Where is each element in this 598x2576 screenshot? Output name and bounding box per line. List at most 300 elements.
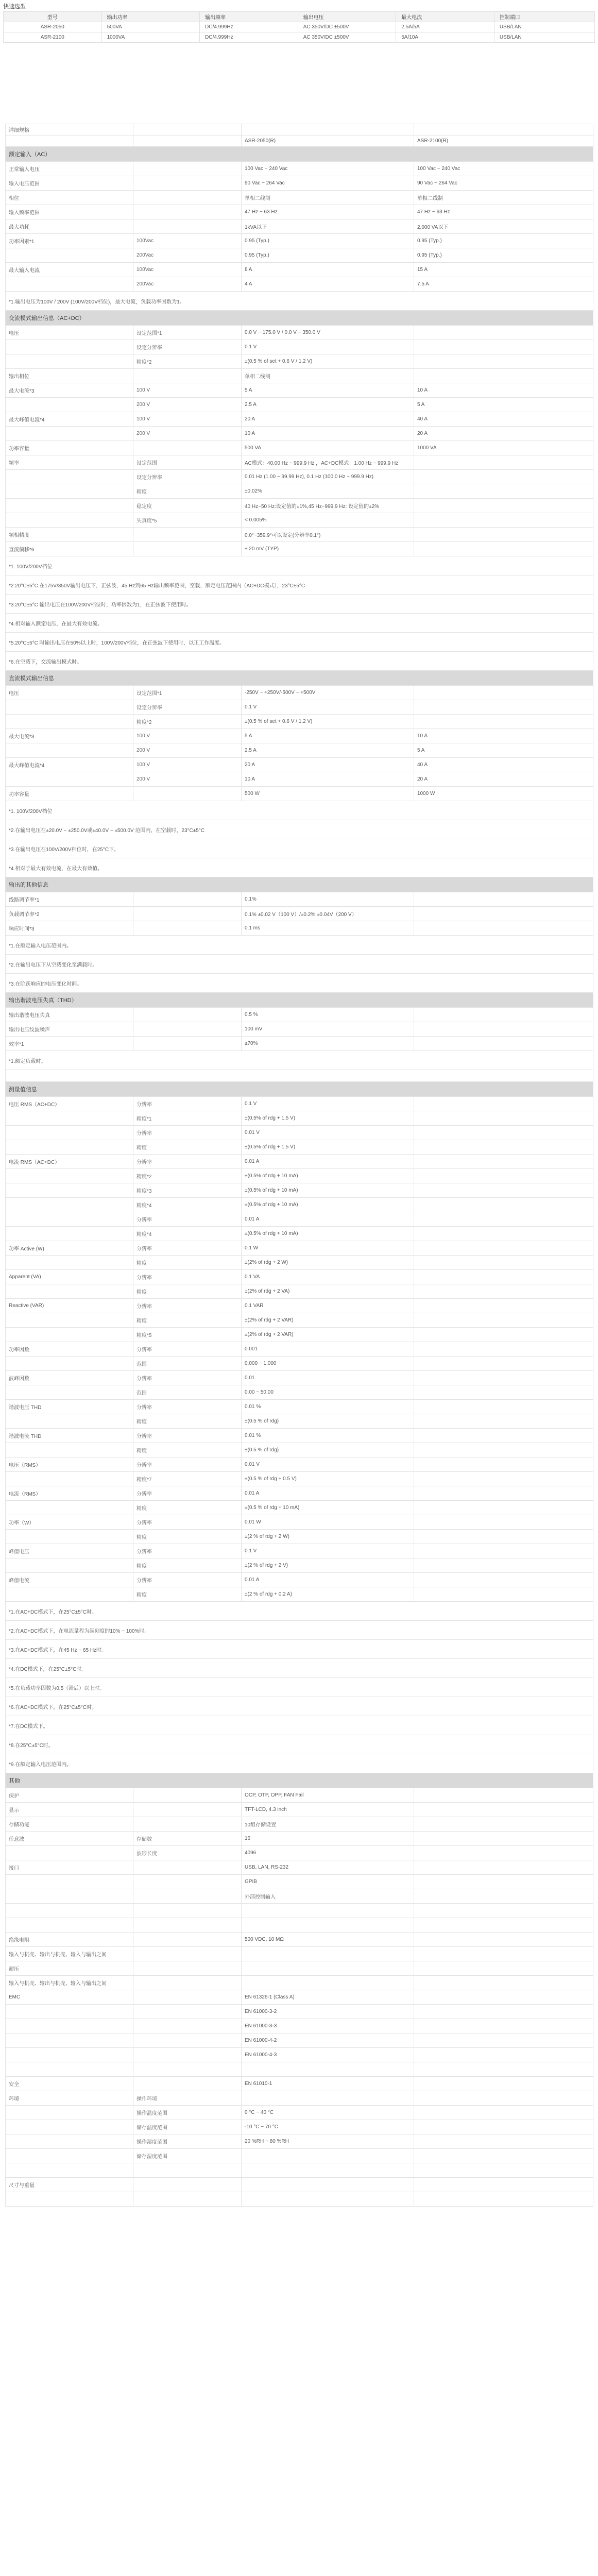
table-row	[6, 1328, 593, 1342]
spec-value-2050: 0.01 W	[242, 1515, 414, 1530]
table-row	[6, 234, 593, 248]
table-row	[6, 2106, 593, 2120]
spec-value-2100	[414, 1328, 593, 1342]
section-title: 其他	[6, 1773, 593, 1788]
spec-param	[6, 2048, 133, 2062]
table-row	[6, 743, 593, 758]
spec-param: 谐波电压 THD	[6, 1400, 133, 1414]
table-cell: ASR-2100	[4, 32, 102, 43]
spec-value-2100	[414, 2005, 593, 2019]
spec-value-2100	[414, 369, 593, 383]
spec-value-2100	[414, 1429, 593, 1443]
table-row	[6, 1544, 593, 1558]
spec-param: 环境	[6, 2091, 133, 2106]
spec-condition: 精度*5	[133, 1328, 242, 1342]
spec-condition	[133, 205, 242, 219]
table-row	[6, 1530, 593, 1544]
spec-param: 峰值电流	[6, 1573, 133, 1587]
table-row	[6, 499, 593, 513]
spec-condition	[133, 2019, 242, 2033]
spec-param	[6, 248, 133, 263]
spec-value-2050: 0.01 A	[242, 1155, 414, 1169]
spec-table	[5, 124, 593, 2207]
spec-condition: 分辨率	[133, 1342, 242, 1357]
spec-param	[6, 499, 133, 513]
table-row	[6, 162, 593, 176]
table-row	[6, 1241, 593, 1256]
spec-footnote	[6, 1678, 593, 1697]
spec-value-2050: 10 A	[242, 427, 414, 441]
spec-value-2100: 10 A	[414, 383, 593, 398]
footnote-text: *3.在输出电压在100V/200V档位时，在25°C下。	[6, 839, 593, 858]
spec-condition: 200Vac	[133, 277, 242, 292]
spec-condition: 200 V	[133, 398, 242, 412]
spec-value-2050	[242, 1918, 414, 1933]
section-header	[6, 311, 593, 326]
spec-value-2100: 20 A	[414, 427, 593, 441]
table-row	[6, 1414, 593, 1429]
spec-value-2100: 2,000 VA以下	[414, 219, 593, 234]
table-row	[6, 686, 593, 700]
spec-value-2050: 5 A	[242, 729, 414, 743]
spec-condition: 稳定度	[133, 499, 242, 513]
spec-value-2050: ±(2 % of rdg + 2 W)	[242, 1530, 414, 1544]
table-row	[6, 176, 593, 191]
spec-value-2100	[414, 715, 593, 729]
spec-value-2100	[414, 513, 593, 528]
spec-condition: 存储数	[133, 1832, 242, 1846]
spec-condition	[133, 1008, 242, 1022]
table-row	[6, 1587, 593, 1602]
spec-param	[6, 1140, 133, 1155]
spec-condition: 失真度*5	[133, 513, 242, 528]
spec-param	[6, 484, 133, 499]
spec-condition	[133, 1990, 242, 2005]
spec-condition: 100 V	[133, 383, 242, 398]
spec-condition: 储存湿度范围	[133, 2149, 242, 2163]
table-row	[6, 2019, 593, 2033]
table-row	[6, 542, 593, 556]
spec-value-2100	[414, 1976, 593, 1990]
spec-value-2100	[414, 2134, 593, 2149]
model-selection-table	[3, 11, 595, 43]
spec-value-2100	[414, 907, 593, 921]
spec-param	[6, 1385, 133, 1400]
spec-condition	[133, 1788, 242, 1803]
spec-value-2100	[414, 542, 593, 556]
table-row	[6, 1472, 593, 1486]
table-row	[6, 398, 593, 412]
spec-value-2050: ±(0.5 % of set + 0.6 V / 1.2 V)	[242, 354, 414, 369]
spec-condition: 200Vac	[133, 248, 242, 263]
spec-value-2100	[414, 1155, 593, 1169]
table-row	[6, 1400, 593, 1414]
footnote-text: *1. 100V/200V档位	[6, 556, 593, 575]
table-cell: ASR-2050	[4, 22, 102, 32]
spec-value-2100	[414, 2019, 593, 2033]
spec-param	[6, 2134, 133, 2149]
spec-value-2100	[414, 1573, 593, 1587]
spec-condition	[133, 2178, 242, 2192]
spec-condition: 操作温度范围	[133, 2106, 242, 2120]
spec-value-2100	[414, 340, 593, 354]
spec-value-2050	[242, 2163, 414, 2178]
spec-value-2100	[414, 1889, 593, 1904]
spec-param	[6, 1443, 133, 1458]
table-row	[6, 1458, 593, 1472]
table-cell: AC 350V/DC ±500V	[298, 22, 396, 32]
table-row	[6, 1933, 593, 1947]
spec-condition: 分辨率	[133, 1270, 242, 1284]
spec-value-2100: 40 A	[414, 758, 593, 772]
spec-value-2100	[414, 1270, 593, 1284]
spec-value-2100	[414, 1846, 593, 1860]
spec-param: EMC	[6, 1990, 133, 2005]
footnote-text: *3.在AC+DC模式下，在45 Hz ~ 65 Hz时。	[6, 1640, 593, 1659]
spec-condition: 分辨率	[133, 1458, 242, 1472]
table-row	[6, 1008, 593, 1022]
spec-param: 输出相位	[6, 369, 133, 383]
section-header	[6, 1773, 593, 1788]
spec-value-2050: 90 Vac ~ 264 Vac	[242, 176, 414, 191]
table-row	[6, 2062, 593, 2077]
spec-value-2050: 0.1%	[242, 892, 414, 907]
spec-condition: 分辨率	[133, 1400, 242, 1414]
table-row	[6, 263, 593, 277]
spec-value-2050: ±(0.5% of rdg + 10 mA)	[242, 1169, 414, 1183]
table-row	[6, 2033, 593, 2048]
spec-value-2100	[414, 1212, 593, 1227]
table-row	[6, 412, 593, 427]
spec-param	[6, 2062, 133, 2077]
footnote-text: *6.在空载下，交流输出模式时。	[6, 652, 593, 671]
spec-condition: 精度*4	[133, 1198, 242, 1212]
spec-param: 响应时间*3	[6, 921, 133, 936]
spec-value-2050: ±(0.5% of rdg + 1.5 V)	[242, 1140, 414, 1155]
spec-param: 接口	[6, 1860, 133, 1875]
spec-condition: 分辨率	[133, 1299, 242, 1313]
spec-param: 最大峰值电流*4	[6, 758, 133, 772]
table-cell: DC/4.999Hz	[200, 32, 298, 43]
spec-value-2100	[414, 2106, 593, 2120]
table-row	[6, 1111, 593, 1126]
spec-param: 电压	[6, 686, 133, 700]
spec-value-2050: ±(2 % of rdg + 2 V)	[242, 1558, 414, 1573]
spec-value-2100	[414, 1860, 593, 1875]
spec-value-2100	[414, 2120, 593, 2134]
spec-value-2100	[414, 1097, 593, 1111]
spec-value-2100	[414, 1400, 593, 1414]
spec-value-2100: 15 A	[414, 263, 593, 277]
spec-condition	[133, 2033, 242, 2048]
footnote-text: *2.在输出电压下从空载变化至满载时。	[6, 955, 593, 974]
spec-footnote	[6, 595, 593, 614]
spec-param	[6, 1530, 133, 1544]
footnote-text: *5.在负载功率因数为0.5（滞后）以上时。	[6, 1678, 593, 1697]
spec-condition	[133, 2062, 242, 2077]
spec-value-2100	[414, 1904, 593, 1918]
spec-condition	[133, 1904, 242, 1918]
spec-param	[6, 2005, 133, 2019]
spec-value-2050	[242, 2091, 414, 2106]
spec-param	[6, 354, 133, 369]
spec-footnote	[6, 556, 593, 575]
spec-value-2100	[414, 1256, 593, 1270]
spec-footnote	[6, 801, 593, 820]
table-row	[6, 1803, 593, 1817]
footnote-text: *2.20°C±5°C 在175V/350V输出电压下，正弦波，45 Hz到65 Hz输出频率范围，空载，额定电压范围内（AC+DC模式），23°C±5°C	[6, 575, 593, 595]
spec-value-2100	[414, 1443, 593, 1458]
table-row	[6, 1140, 593, 1155]
spec-value-2100	[414, 2077, 593, 2091]
spec-value-2050: ±(2% of rdg + 2 VAR)	[242, 1313, 414, 1328]
spec-value-2100	[414, 686, 593, 700]
table-row	[6, 135, 593, 147]
spec-value-2100	[414, 1313, 593, 1328]
spec-param: 负载调节率*2	[6, 907, 133, 921]
table-row	[6, 921, 593, 936]
spec-value-2100: ASR-2100(R)	[414, 135, 593, 147]
table-row	[6, 1817, 593, 1832]
section-header	[6, 671, 593, 686]
spec-value-2100	[414, 1284, 593, 1299]
spec-value-2050: 0.1 W	[242, 1241, 414, 1256]
table-row	[6, 2077, 593, 2091]
spec-condition	[133, 2192, 242, 2207]
spec-condition: 设定范围*1	[133, 686, 242, 700]
spec-value-2050: 500 VA	[242, 441, 414, 455]
table-row	[6, 1429, 593, 1443]
spec-condition: 波形长度	[133, 1846, 242, 1860]
spec-condition	[133, 135, 242, 147]
spec-value-2050: 0.95 (Typ.)	[242, 248, 414, 263]
spec-param	[6, 1501, 133, 1515]
spec-value-2100	[414, 484, 593, 499]
table-row	[6, 1558, 593, 1573]
spec-condition	[133, 1947, 242, 1961]
table-row	[6, 1371, 593, 1385]
spec-value-2050: 0.01 A	[242, 1573, 414, 1587]
table-row	[6, 528, 593, 542]
spec-param	[6, 743, 133, 758]
spec-value-2050	[242, 2178, 414, 2192]
spec-param	[6, 340, 133, 354]
spec-footnote	[6, 1640, 593, 1659]
footnote-text: *3.20°C±5°C 输出电压在100V/200V档位时，功率因数为1，在正弦波下使用时。	[6, 595, 593, 614]
spec-condition: 分辨率	[133, 1573, 242, 1587]
spec-value-2050: 20 %RH ~ 80 %RH	[242, 2134, 414, 2149]
spec-value-2100	[414, 470, 593, 484]
spec-value-2050: ±(0.5 % of rdg)	[242, 1443, 414, 1458]
table-row	[6, 1947, 593, 1961]
spec-value-2050	[242, 1976, 414, 1990]
spec-condition: 分辨率	[133, 1241, 242, 1256]
spec-value-2100	[414, 1037, 593, 1051]
spec-value-2050	[242, 1904, 414, 1918]
spec-condition: 精度*1	[133, 1111, 242, 1126]
spec-value-2050	[242, 2192, 414, 2207]
footnote-text: *4.相对输入额定电压，在最大有效电流。	[6, 614, 593, 633]
spec-condition: 分辨率	[133, 1097, 242, 1111]
spec-footnote	[6, 292, 593, 311]
spec-value-2050: ±(0.5% of rdg + 10 mA)	[242, 1198, 414, 1212]
table-row	[6, 2005, 593, 2019]
spec-value-2100	[414, 354, 593, 369]
table-row	[6, 758, 593, 772]
table-row	[6, 1126, 593, 1140]
spec-condition	[133, 1976, 242, 1990]
spec-param	[6, 2120, 133, 2134]
spec-param: 功率（W）	[6, 1515, 133, 1530]
spec-param	[6, 135, 133, 147]
header-cell: 输出频率	[200, 12, 298, 22]
spec-value-2100: 100 Vac ~ 240 Vac	[414, 162, 593, 176]
table-row	[6, 455, 593, 470]
spec-condition: 分辨率	[133, 1212, 242, 1227]
table-row	[6, 2163, 593, 2178]
table-row	[6, 484, 593, 499]
spec-value-2050	[242, 124, 414, 135]
spec-value-2100	[414, 326, 593, 340]
table-cell: USB/LAN	[494, 22, 594, 32]
spec-value-2100	[414, 1385, 593, 1400]
section-title: 直流模式输出信息	[6, 671, 593, 686]
table-row	[6, 1183, 593, 1198]
spec-value-2100	[414, 1817, 593, 1832]
spec-condition: 范围	[133, 1385, 242, 1400]
spec-value-2050: 单相二线制	[242, 369, 414, 383]
spec-footnote	[6, 1754, 593, 1773]
spec-footnote	[6, 974, 593, 993]
spec-param	[6, 1284, 133, 1299]
table-row	[6, 326, 593, 340]
spec-value-2100	[414, 1587, 593, 1602]
spec-value-2050: 20 A	[242, 412, 414, 427]
section-title: 额定输入（AC）	[6, 147, 593, 162]
footnote-text: *4.在DC模式下，在25°C±5°C时。	[6, 1659, 593, 1678]
spec-value-2050: < 0.005%	[242, 513, 414, 528]
section-title: 交流模式输出信息（AC+DC）	[6, 311, 593, 326]
spec-value-2050: ±(0.5 % of set + 0.6 V / 1.2 V)	[242, 715, 414, 729]
spec-param: 最大功耗	[6, 219, 133, 234]
spec-value-2050: TFT-LCD, 4.3 inch	[242, 1803, 414, 1817]
spec-condition: 精度	[133, 1284, 242, 1299]
spec-value-2100	[414, 1918, 593, 1933]
spec-value-2100: 5 A	[414, 398, 593, 412]
spec-condition: 100 V	[133, 758, 242, 772]
table-row	[6, 1443, 593, 1458]
table-row	[6, 383, 593, 398]
spec-param: Apparent (VA)	[6, 1270, 133, 1284]
table-cell: AC 350V/DC ±500V	[298, 32, 396, 43]
spec-condition	[133, 369, 242, 383]
spec-value-2100	[414, 1933, 593, 1947]
footnote-text	[6, 1070, 593, 1082]
spec-param	[6, 2192, 133, 2207]
spec-condition: 设定分辨率	[133, 700, 242, 715]
table-row	[6, 1299, 593, 1313]
table-row	[6, 787, 593, 801]
table-row	[6, 1256, 593, 1270]
table-row	[4, 32, 595, 43]
spec-param: 输出电压纹波噪声	[6, 1022, 133, 1037]
spec-value-2050: 0.5 %	[242, 1008, 414, 1022]
spec-footnote	[6, 614, 593, 633]
spec-param: 峰值电压	[6, 1544, 133, 1558]
spec-condition: 分辨率	[133, 1126, 242, 1140]
spec-value-2050: 0.01 V	[242, 1126, 414, 1140]
section-header	[6, 993, 593, 1008]
spec-condition: 精度	[133, 1501, 242, 1515]
spec-condition: 精度*7	[133, 1472, 242, 1486]
spec-condition: 100 V	[133, 729, 242, 743]
header-cell: 最大电流	[396, 12, 494, 22]
spec-value-2050: ±0.02%	[242, 484, 414, 499]
spec-value-2100	[414, 1183, 593, 1198]
spec-condition	[133, 892, 242, 907]
spec-value-2050: 0.95 (Typ.)	[242, 234, 414, 248]
section-title: 输出的其他信息	[6, 877, 593, 892]
spec-condition	[133, 219, 242, 234]
spec-value-2050: 10 A	[242, 772, 414, 787]
spec-condition: 100Vac	[133, 234, 242, 248]
table-row	[6, 2178, 593, 2192]
spec-condition: 100Vac	[133, 263, 242, 277]
spec-param	[6, 1313, 133, 1328]
spec-condition	[133, 1860, 242, 1875]
table-row	[6, 441, 593, 455]
table-row	[6, 1875, 593, 1889]
spec-value-2100	[414, 1198, 593, 1212]
spec-value-2050: ±(0.5 % of rdg + 10 mA)	[242, 1501, 414, 1515]
spec-value-2050: ±(0.5 % of rdg)	[242, 1414, 414, 1429]
spec-footnote	[6, 955, 593, 974]
spec-param	[6, 1183, 133, 1198]
spec-value-2050: 0 °C ~ 40 °C	[242, 2106, 414, 2120]
spec-param	[6, 1111, 133, 1126]
spec-param	[6, 1587, 133, 1602]
spec-value-2050: 500 W	[242, 787, 414, 801]
table-row	[6, 715, 593, 729]
table-row	[6, 1961, 593, 1976]
spec-value-2050: AC模式：40.00 Hz ~ 999.9 Hz ，AC+DC模式：1.00 Hz ~ 999.9 Hz	[242, 455, 414, 470]
spec-param: 电压	[6, 326, 133, 340]
spec-param: 相位	[6, 191, 133, 205]
table-row	[6, 907, 593, 921]
spec-param: 存储功能	[6, 1817, 133, 1832]
spec-condition	[133, 1875, 242, 1889]
table-row	[6, 1515, 593, 1530]
spec-condition: 设定分辨率	[133, 340, 242, 354]
spec-param	[6, 772, 133, 787]
table-row	[6, 1486, 593, 1501]
spec-value-2100	[414, 2178, 593, 2192]
spec-condition	[133, 162, 242, 176]
spec-param	[6, 1169, 133, 1183]
spec-value-2050: 0.01 Hz (1.00 ~ 99.99 Hz), 0.1 Hz (100.0 Hz ~ 999.9 Hz)	[242, 470, 414, 484]
spec-value-2050: 20 A	[242, 758, 414, 772]
table-row	[6, 1788, 593, 1803]
spec-param: 电压（RMS）	[6, 1458, 133, 1472]
table-row	[6, 1212, 593, 1227]
spec-param	[6, 700, 133, 715]
footnote-text: *1.输出电压为100V / 200V (100V/200V档位)，最大电流，负载功率因数为1。	[6, 292, 593, 311]
spec-value-2050: 0.00 ~ 50.00	[242, 1385, 414, 1400]
spec-value-2050: EN 61000-4-2	[242, 2033, 414, 2048]
spec-value-2100	[414, 1126, 593, 1140]
spec-footnote	[6, 1602, 593, 1621]
spec-value-2050: 0.0 V ~ 175.0 V / 0.0 V ~ 350.0 V	[242, 326, 414, 340]
